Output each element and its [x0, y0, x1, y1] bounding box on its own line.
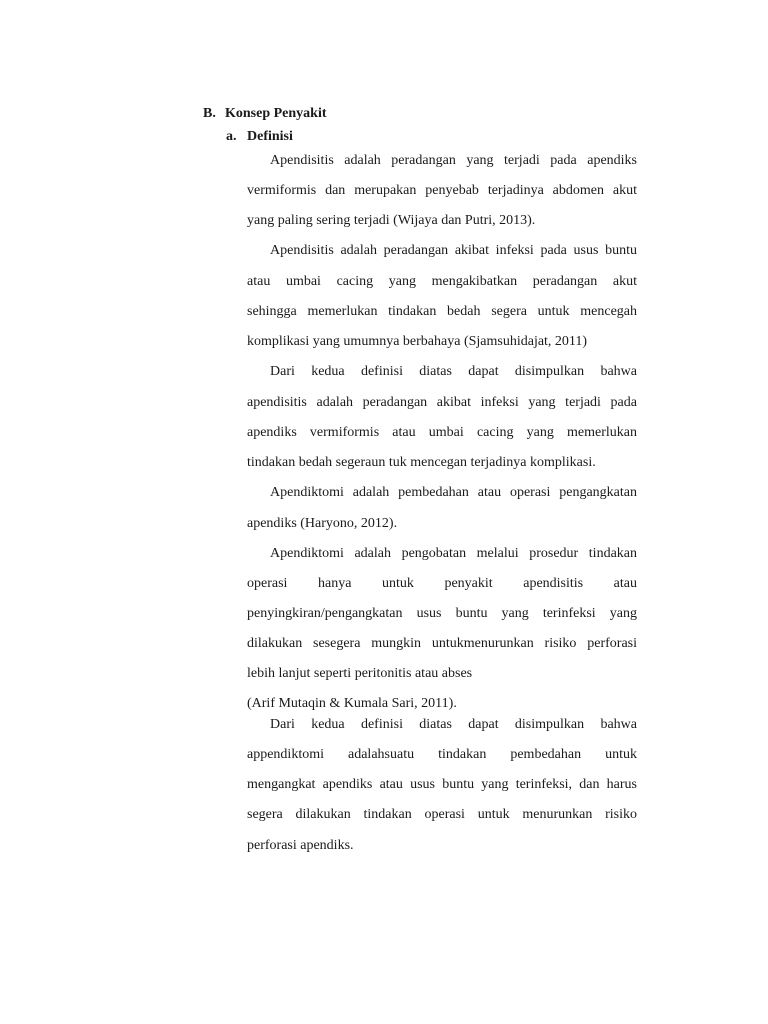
subsection-heading: [226, 129, 293, 145]
text-line: (Arif Mutaqin & Kumala Sari, 2011).: [247, 696, 457, 711]
subsection-title: Definisi: [247, 129, 293, 144]
text-line: Apendisitis adalah peradangan yang terjadi pada apendiks: [270, 153, 637, 168]
text-line: Dari kedua definisi diatas dapat disimpulkan bahwa: [270, 364, 637, 379]
section-number: B.: [203, 106, 216, 121]
text-line: tindakan bedah segeraun tuk mencegan terjadinya komplikasi.: [247, 455, 596, 470]
text-line: Dari kedua definisi diatas dapat disimpulkan bahwa: [270, 717, 637, 732]
text-line: penyingkiran/pengangkatan usus buntu yang terinfeksi yang: [247, 606, 637, 621]
text-line: appendiktomi adalahsuatu tindakan pembedahan untuk: [247, 747, 637, 762]
text-line: apendiks (Haryono, 2012).: [247, 516, 398, 531]
text-line: yang paling sering terjadi (Wijaya dan Putri, 2013).: [247, 213, 536, 228]
text-line: sehingga memerlukan tindakan bedah segera untuk mencegah: [247, 304, 637, 319]
text-line: Apendiktomi adalah pembedahan atau operasi pengangkatan: [270, 485, 637, 500]
text-line: atau umbai cacing yang mengakibatkan peradangan akut: [247, 274, 637, 289]
text-line: lebih lanjut seperti peritonitis atau abses: [247, 666, 473, 681]
text-line: dilakukan sesegera mungkin untukmenurunkan risiko perforasi: [247, 636, 637, 651]
text-line: segera dilakukan tindakan operasi untuk menurunkan risiko: [247, 807, 637, 822]
text-line: apendisitis adalah peradangan akibat infeksi yang terjadi pada: [247, 395, 637, 410]
subsection-number: a.: [226, 129, 237, 144]
section-heading: [203, 106, 327, 122]
text-line: operasi hanya untuk penyakit apendisitis atau: [247, 576, 637, 591]
text-line: apendiks vermiformis atau umbai cacing yang memerlukan: [247, 425, 637, 440]
section-title: Konsep Penyakit: [225, 106, 327, 121]
text-line: komplikasi yang umumnya berbahaya (Sjamsuhidajat, 2011): [247, 334, 588, 349]
text-line: Apendiktomi adalah pengobatan melalui prosedur tindakan: [270, 546, 637, 561]
text-line: vermiformis dan merupakan penyebab terjadinya abdomen akut: [247, 183, 637, 198]
text-line: mengangkat apendiks atau usus buntu yang terinfeksi, dan harus: [247, 777, 637, 792]
text-line: Apendisitis adalah peradangan akibat infeksi pada usus buntu: [270, 243, 637, 258]
text-line: perforasi apendiks.: [247, 838, 354, 853]
